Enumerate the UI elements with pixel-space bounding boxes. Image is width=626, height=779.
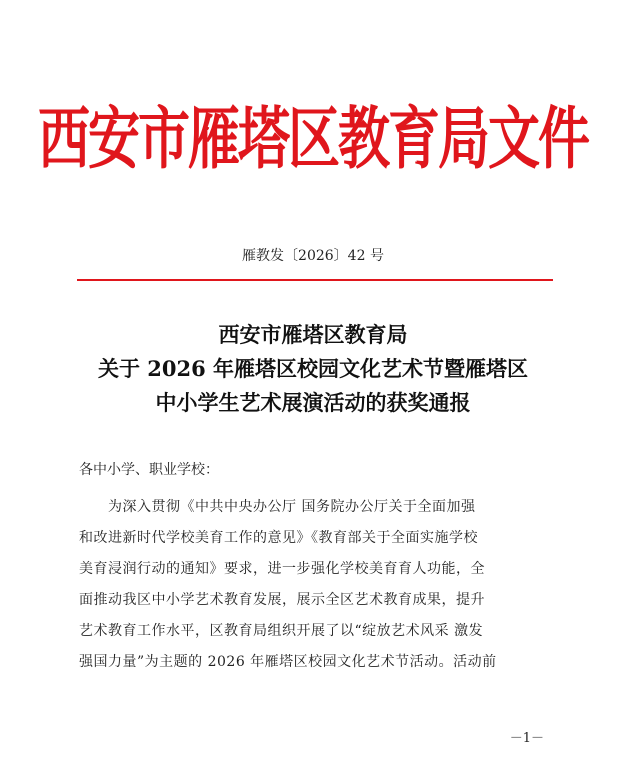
- body-line: 和改进新时代学校美育工作的意见》《教育部关于全面实施学校: [79, 530, 478, 546]
- title-line: 关于 2026 年雁塔区校园文化艺术节暨雁塔区: [97, 356, 529, 381]
- document-number: 雁教发〔2026〕42 号: [242, 248, 384, 264]
- body-line: 强国力量”为主题的 2026 年雁塔区校园文化艺术节活动。活动前: [79, 654, 497, 670]
- title-line: 中小学生艺术展演活动的获奖通报: [155, 390, 471, 415]
- body-line: 为深入贯彻《中共中央办公厅 国务院办公厅关于全面加强: [79, 499, 476, 515]
- title-line: 西安市雁塔区教育局: [218, 322, 408, 347]
- document-title: [0, 318, 626, 420]
- body-line: 艺术教育工作水平，区教育局组织开展了以“绽放艺术风采 激发: [79, 623, 484, 639]
- body-line: 面推动我区中小学艺术教育发展，展示全区艺术教育成果，提升: [79, 592, 485, 608]
- document-masthead: 西安市雁塔区教育局文件: [37, 99, 588, 179]
- body-paragraph: [79, 492, 551, 678]
- body-line: 美育浸润行动的通知》要求，进一步强化学校美育育人功能，全: [79, 561, 485, 577]
- page-number: －1－: [509, 731, 544, 746]
- red-separator-line: [77, 279, 553, 281]
- salutation: 各中小学、职业学校：: [79, 462, 219, 478]
